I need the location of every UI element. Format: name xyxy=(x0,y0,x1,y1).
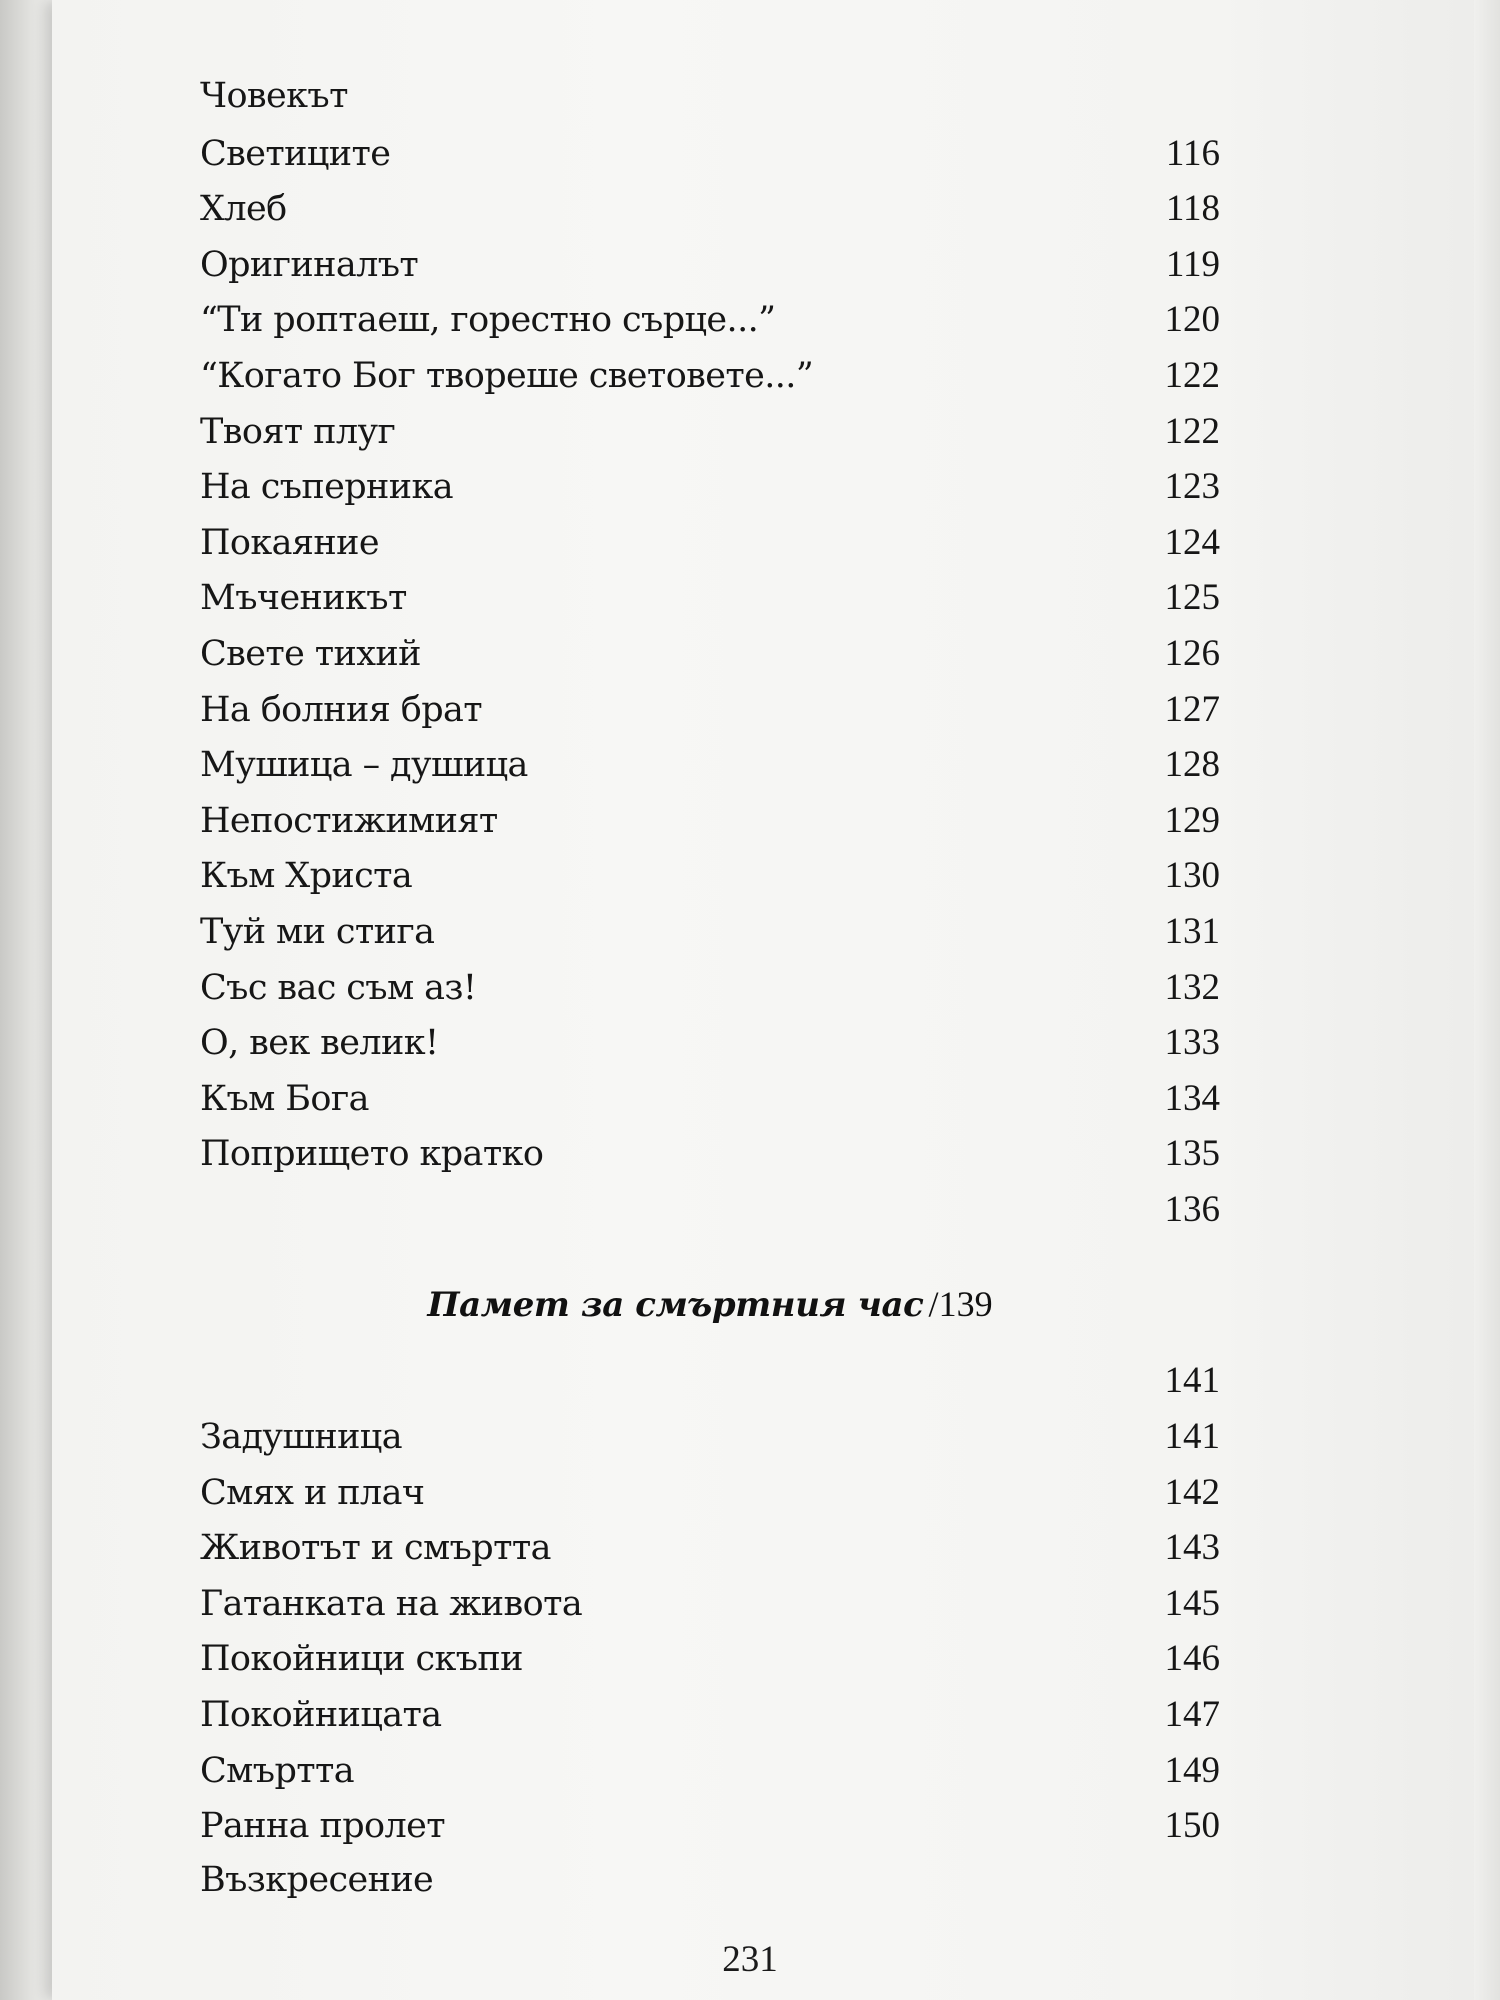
toc-entry-title: Мушица – душица xyxy=(200,745,528,786)
toc-entry xyxy=(200,1749,1220,1805)
toc-entry-page: 133 xyxy=(1164,1022,1220,1064)
toc-entry-page: 146 xyxy=(1164,1638,1220,1680)
toc-entry-page: 123 xyxy=(1164,466,1220,508)
toc-entry xyxy=(200,1188,1220,1244)
toc-entry xyxy=(200,910,1220,966)
section-heading xyxy=(200,1249,1220,1349)
toc-entry-page: 141 xyxy=(1164,1360,1220,1402)
toc-entry xyxy=(200,688,1220,744)
toc-entry xyxy=(200,465,1220,521)
toc-entry-title: Със вас съм аз! xyxy=(200,967,477,1008)
toc-entry-title: Непостижимият xyxy=(200,800,498,841)
toc-entry-page: 131 xyxy=(1164,910,1220,952)
toc-entry-page: 136 xyxy=(1164,1188,1220,1230)
toc-entry-page: 118 xyxy=(1165,188,1220,230)
toc-entry-title: Туй ми стига xyxy=(200,911,435,952)
toc-entry-title: Покойници скъпи xyxy=(200,1639,523,1680)
toc-entry-page: 141 xyxy=(1164,1416,1220,1458)
toc-entry-title: Попрището кратко xyxy=(200,1134,544,1175)
toc-entry-page: 116 xyxy=(1165,132,1220,174)
toc-entry-title: Ранна пролет xyxy=(200,1806,445,1847)
toc-entry xyxy=(200,576,1220,632)
toc-entry xyxy=(200,1693,1220,1749)
toc-entry xyxy=(200,1471,1220,1527)
table-of-contents xyxy=(200,76,1220,1915)
toc-entry xyxy=(200,1021,1220,1077)
toc-entry-page: 130 xyxy=(1164,855,1220,897)
toc-entry-page: 119 xyxy=(1165,243,1220,285)
toc-entry xyxy=(200,1860,1220,1916)
toc-entry xyxy=(200,410,1220,466)
toc-entry-title: Оригиналът xyxy=(200,244,419,285)
toc-entry xyxy=(200,743,1220,799)
toc-entry-title: “Ти роптаеш, горестно сърце...” xyxy=(200,300,776,341)
toc-entry-page: 129 xyxy=(1164,799,1220,841)
toc-entry xyxy=(200,354,1220,410)
toc-entry-title: Свете тихий xyxy=(200,633,421,674)
toc-entry-page: 127 xyxy=(1164,688,1220,730)
toc-entry-page: 147 xyxy=(1164,1694,1220,1736)
toc-entry-page: 128 xyxy=(1164,744,1220,786)
toc-entry-page: 125 xyxy=(1164,577,1220,619)
toc-entry-title: Гатанката на живота xyxy=(200,1583,583,1624)
toc-entry-page: 126 xyxy=(1164,632,1220,674)
toc-list-second xyxy=(200,1359,1220,1915)
toc-entry-title: Човекът xyxy=(200,76,348,116)
toc-entry-page: 134 xyxy=(1164,1077,1220,1119)
toc-entry-title: Светиците xyxy=(200,133,391,174)
toc-entry-title: На болния брат xyxy=(200,689,483,730)
toc-entry xyxy=(200,799,1220,855)
toc-entry xyxy=(200,1132,1220,1188)
toc-entry-title: Мъченикът xyxy=(200,578,407,619)
toc-entry-title: Покойницата xyxy=(200,1695,442,1736)
toc-entry-title: Смъртта xyxy=(200,1750,355,1791)
toc-entry-page: 124 xyxy=(1164,521,1220,563)
toc-entry xyxy=(200,1582,1220,1638)
toc-entry-title: Към Христа xyxy=(200,856,413,897)
toc-entry-page: 149 xyxy=(1164,1749,1220,1791)
toc-entry xyxy=(200,298,1220,354)
toc-entry-title: Задушница xyxy=(200,1417,402,1458)
toc-entry-page: 135 xyxy=(1164,1133,1220,1175)
toc-entry xyxy=(200,1637,1220,1693)
toc-entry-title: О, век велик! xyxy=(200,1023,439,1064)
toc-entry xyxy=(200,1526,1220,1582)
toc-entry xyxy=(200,243,1220,299)
toc-entry-title: Хлеб xyxy=(200,189,287,230)
toc-entry-page: 143 xyxy=(1164,1527,1220,1569)
toc-entry-title: Твоят плуг xyxy=(200,411,396,452)
section-separator: / xyxy=(928,1284,939,1325)
toc-entry-title: “Когато Бог твореше световете...” xyxy=(200,355,814,396)
toc-entry-title: Към Бога xyxy=(200,1078,369,1119)
toc-entry xyxy=(200,1804,1220,1860)
toc-entry xyxy=(200,132,1220,188)
toc-list-first xyxy=(200,76,1220,1243)
toc-entry-title: Животът и смъртта xyxy=(200,1528,551,1569)
toc-entry-page: 122 xyxy=(1164,354,1220,396)
toc-entry-page: 145 xyxy=(1164,1582,1220,1624)
toc-entry xyxy=(200,521,1220,577)
book-spine-shadow xyxy=(0,0,60,2000)
toc-entry xyxy=(200,187,1220,243)
toc-entry xyxy=(200,854,1220,910)
toc-entry-title: Покаяние xyxy=(200,522,379,563)
toc-entry-page: 142 xyxy=(1164,1471,1220,1513)
section-page: 139 xyxy=(938,1284,993,1325)
toc-entry xyxy=(200,1359,1220,1415)
page-number: 231 xyxy=(722,1939,778,1980)
toc-entry xyxy=(200,632,1220,688)
toc-entry xyxy=(200,966,1220,1022)
toc-entry-title: Възкресение xyxy=(200,1859,434,1900)
toc-entry-page: 120 xyxy=(1164,299,1220,341)
toc-entry-title: Смях и плач xyxy=(200,1472,425,1513)
toc-entry xyxy=(200,1415,1220,1471)
toc-entry-page: 132 xyxy=(1164,966,1220,1008)
toc-entry-title: На съперника xyxy=(200,467,454,508)
page-edge xyxy=(1474,0,1500,2000)
toc-entry-page: 150 xyxy=(1164,1805,1220,1847)
toc-entry xyxy=(200,1077,1220,1133)
section-title: Памет за смъртния час xyxy=(427,1285,924,1326)
toc-entry-page: 122 xyxy=(1164,410,1220,452)
toc-entry xyxy=(200,76,1220,132)
